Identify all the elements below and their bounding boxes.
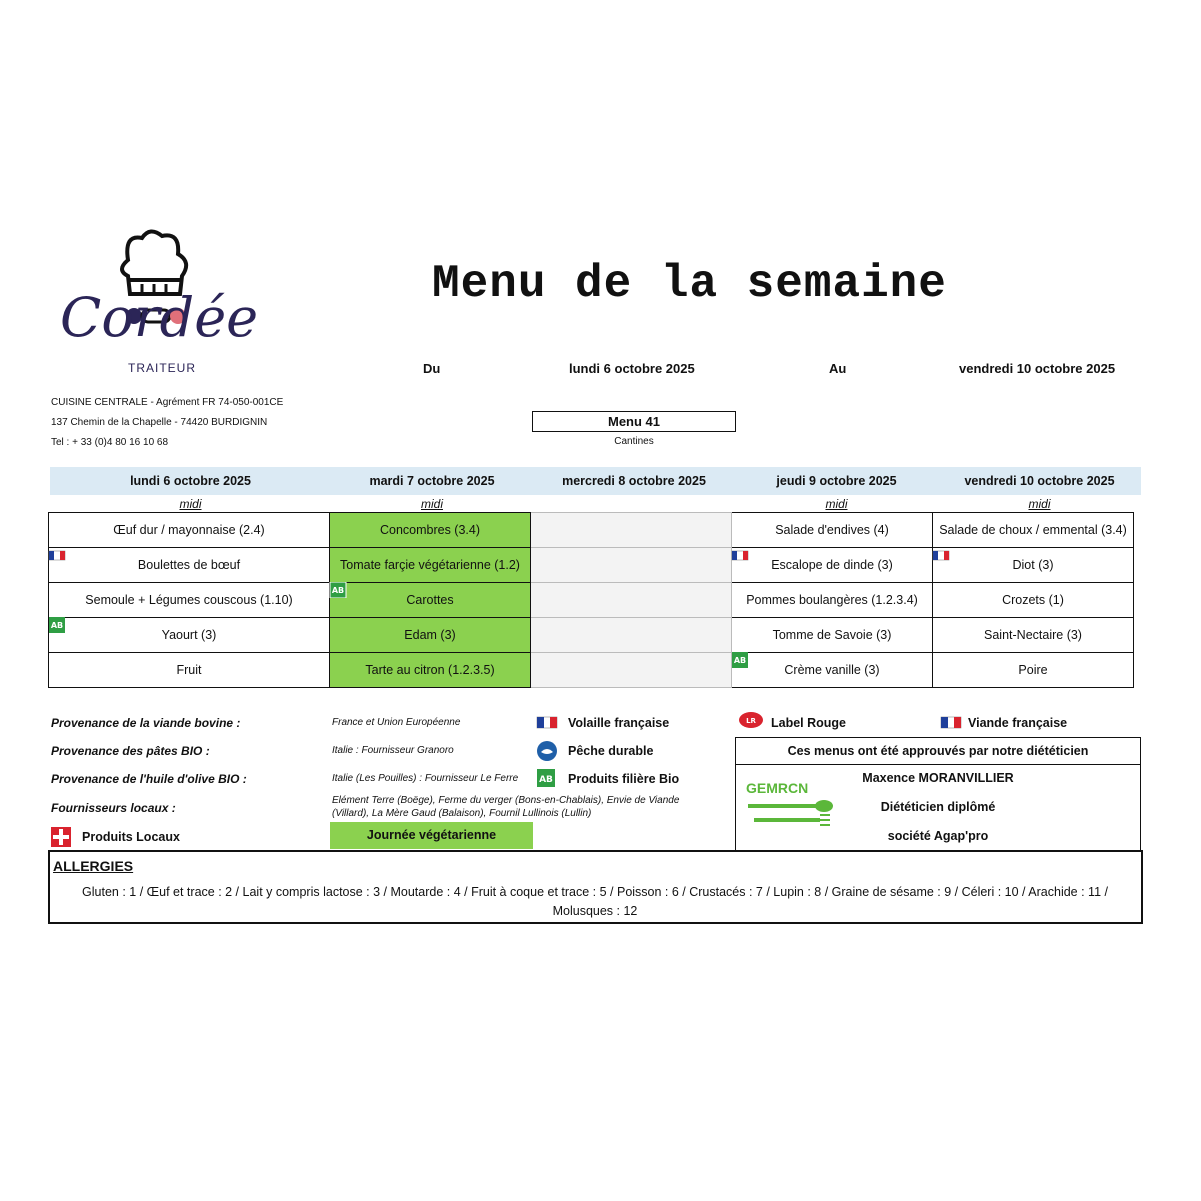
dietitian-company: société Agap'pro — [887, 829, 989, 843]
menu-cell: Edam (3) — [330, 618, 531, 653]
service-tue: midi — [420, 497, 443, 511]
fournisseurs-label: Fournisseurs locaux : — [51, 801, 176, 815]
label-rouge-icon — [738, 711, 764, 729]
logo-brand: Cordée — [60, 286, 259, 349]
viande-francaise-icon — [48, 547, 66, 563]
legend-vegetarien — [330, 822, 533, 849]
service-fri: midi — [1028, 497, 1051, 511]
menu-cell: Salade de choux / emmental (3.4) — [933, 513, 1134, 548]
menu-cell — [531, 513, 732, 548]
service-mon: midi — [179, 497, 202, 511]
menu-cell — [531, 583, 732, 618]
provenance-huile-value: Italie (Les Pouilles) : Fournisseur Le Ferre — [332, 773, 519, 784]
table-row — [49, 513, 1134, 548]
svg-text:LR: LR — [746, 717, 756, 725]
menu-cell: Diot (3) — [933, 548, 1134, 583]
gemrcn-label: GEMRCN — [746, 780, 809, 796]
period-du-date: lundi 6 octobre 2025 — [569, 361, 695, 376]
menu-cell: Poire — [933, 653, 1134, 688]
menu-cell: Saint-Nectaire (3) — [933, 618, 1134, 653]
menu-cell: Salade d'endives (4) — [732, 513, 933, 548]
period-au-label: Au — [829, 361, 847, 376]
menu-type: Cantines — [614, 436, 654, 447]
menu-name: Menu 41 — [607, 414, 660, 429]
menu-cell: Œuf dur / mayonnaise (2.4) — [49, 513, 330, 548]
bio-ab-icon — [731, 652, 749, 668]
legend-volaille: Volaille française — [568, 716, 670, 730]
legend-viande: Viande française — [968, 716, 1068, 730]
menu-cell: Escalope de dinde (3) — [732, 548, 933, 583]
dietitian-approved: Ces menus ont été approuvés par notre diététicien — [787, 744, 1089, 758]
menu-cell: AB Crème vanille (3) — [732, 653, 933, 688]
menu-cell: AB Yaourt (3) — [49, 618, 330, 653]
provenance-huile-label: Provenance de l'huile d'olive BIO : — [51, 772, 247, 786]
table-row — [49, 583, 1134, 618]
menu-cell: Tarte au citron (1.2.3.5) — [330, 653, 531, 688]
day-header-mon: lundi 6 octobre 2025 — [130, 474, 251, 488]
viande-francaise-icon — [932, 547, 950, 563]
provenance-pates-value: Italie : Fournisseur Granoro — [332, 745, 454, 756]
day-header-wed: mercredi 8 octobre 2025 — [562, 474, 706, 488]
day-header-thu: jeudi 9 octobre 2025 — [776, 474, 897, 488]
dietitian-name: Maxence MORANVILLIER — [862, 771, 1014, 785]
provenance-bovine-label: Provenance de la viande bovine : — [51, 716, 241, 730]
viande-francaise-icon — [940, 712, 962, 732]
company-line3: Tel : + 33 (0)4 80 16 10 68 — [51, 437, 169, 448]
menu-cell — [531, 618, 732, 653]
page-title: Menu de la semaine — [432, 258, 947, 310]
menu-cell: Boulettes de bœuf — [49, 548, 330, 583]
dietitian-approved-box — [735, 737, 1141, 765]
menu-grid — [48, 512, 1134, 688]
svg-text:AB: AB — [331, 586, 345, 595]
service-thu: midi — [825, 497, 848, 511]
dietitian-title: Diététicien diplômé — [880, 800, 996, 814]
gemrcn-logo — [746, 780, 836, 832]
menu-cell: Fruit — [49, 653, 330, 688]
volaille-francaise-icon — [536, 712, 558, 732]
fork-icon — [746, 796, 836, 830]
legend-locaux: Produits Locaux — [82, 830, 180, 844]
logo — [58, 228, 259, 378]
table-row — [49, 548, 1134, 583]
volaille-francaise-icon — [731, 547, 749, 563]
period-du-label: Du — [423, 361, 441, 376]
logo-subtitle: TRAITEUR — [128, 361, 196, 375]
svg-text:AB: AB — [539, 775, 553, 785]
bio-ab-icon — [329, 582, 347, 598]
legend-peche: Pêche durable — [568, 744, 654, 758]
allergies-title: ALLERGIES — [53, 858, 134, 874]
company-line1: CUISINE CENTRALE - Agrément FR 74-050-001CE — [51, 397, 284, 408]
table-row — [49, 618, 1134, 653]
provenance-bovine-value: France et Union Européenne — [332, 717, 461, 728]
menu-cell: Tomme de Savoie (3) — [732, 618, 933, 653]
menu-cell: Tomate farçie végétarienne (1.2) — [330, 548, 531, 583]
legend-vegetarien-label: Journée végétarienne — [366, 828, 497, 842]
provenance-pates-label: Provenance des pâtes BIO : — [51, 744, 210, 758]
menu-cell: Semoule + Légumes couscous (1.10) — [49, 583, 330, 618]
svg-text:AB: AB — [50, 621, 64, 630]
produits-locaux-icon — [51, 827, 71, 847]
menu-name-box — [532, 411, 736, 432]
allergies-text: Gluten : 1 / Œuf et trace : 2 / Lait y compris lactose : 3 / Moutarde : 4 / Fruit à coque et trace : 5 / Poisson : 6 / Crustacés : 7 / Lupin : 8 / Graine de sésame : 9 / Céleri : 10 / Arachide : 11 / Molusques : 12 — [82, 885, 1108, 918]
menu-cell — [531, 653, 732, 688]
allergies-box — [48, 850, 1143, 924]
svg-text:AB: AB — [733, 656, 747, 665]
peche-durable-icon — [536, 740, 558, 762]
menu-cell: Concombres (3.4) — [330, 513, 531, 548]
menu-cell: AB Carottes — [330, 583, 531, 618]
period-au-date: vendredi 10 octobre 2025 — [959, 361, 1116, 376]
legend-label-rouge: Label Rouge — [771, 716, 847, 730]
day-header-fri: vendredi 10 octobre 2025 — [964, 474, 1115, 488]
company-line2: 137 Chemin de la Chapelle - 74420 BURDIGNIN — [51, 417, 268, 428]
menu-cell: Pommes boulangères (1.2.3.4) — [732, 583, 933, 618]
bio-ab-icon — [536, 768, 556, 788]
menu-cell — [531, 548, 732, 583]
legend-bio: Produits filière Bio — [568, 772, 680, 786]
menu-cell: Crozets (1) — [933, 583, 1134, 618]
bio-ab-icon — [48, 617, 66, 633]
fournisseurs-value: Elément Terre (Boëge), Ferme du verger (Bons-en-Chablais), Envie de Viande (Villard), La Mère Gaud (Balaison), Fournil Lullinois (Lullin) — [332, 795, 680, 819]
day-header-tue: mardi 7 octobre 2025 — [369, 474, 495, 488]
table-row — [49, 653, 1134, 688]
